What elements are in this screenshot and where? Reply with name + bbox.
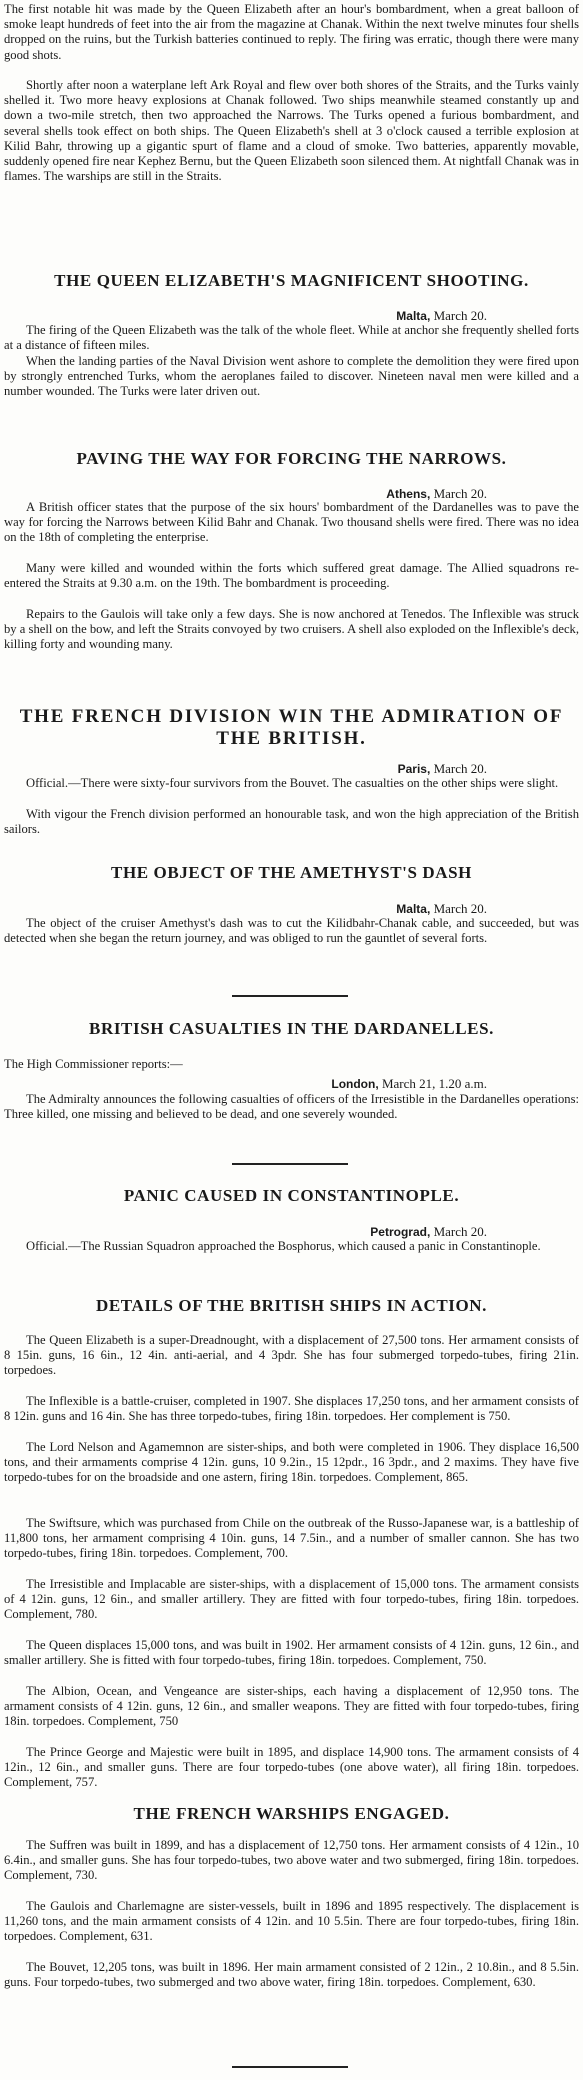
article-paragraph: The Queen Elizabeth is a super-Dreadnought, with a displacement of 27,500 tons. Her armament consists of 8 15in. guns, 16 6in., 12 4in. anti-aerial, and 4 3pdr. She has four submerged torpedo-tubes, firing 21in. torpedoes. (4, 1333, 579, 1378)
dateline-place: London, (331, 1077, 379, 1091)
section-heading: BRITISH CASUALTIES IN THE DARDANELLES. (89, 1019, 494, 1038)
dateline-date: March 20. (430, 308, 487, 323)
article-paragraph: The Bouvet, 12,205 tons, was built in 1896. Her main armament consisted of 2 12in., 2 10.8in., and 8 5.5in. guns. Four torpedo-tubes, two submerged and two above water, firing 18in. torpedoes. Complement, 630. (4, 1960, 579, 1990)
article-paragraph: Many were killed and wounded within the forts which suffered great damage. The Allied squadrons re-entered the Straits at 9.30 a.m. on the 19th. The bombardment is proceeding. (4, 561, 579, 591)
dateline (398, 761, 487, 777)
article-paragraph: The Suffren was built in 1899, and has a displacement of 12,750 tons. Her armament consists of 4 12in., 10 6.4in., and smaller guns. She has four torpedo-tubes, two above water and two submerged, firing 18in. torpedoes. Complement, 730. (4, 1838, 579, 1883)
article-paragraph: The High Commissioner reports:— (4, 1057, 183, 1071)
section-divider (232, 1163, 348, 1165)
article-paragraph: The Inflexible is a battle-cruiser, completed in 1907. She displaces 17,250 tons, and her armament consists of 8 12in. guns and 16 4in. She has three torpedo-tubes, firing 18in. torpedoes. Her complement is 750. (4, 1394, 579, 1424)
article-paragraph: With vigour the French division performed an honourable task, and won the high appreciation of the British sailors. (4, 807, 579, 837)
article-paragraph: The first notable hit was made by the Queen Elizabeth after an hour's bombardment, when a great balloon of smoke leapt hundreds of feet into the air from the magazine at Chanak. Within the next twelve minutes four shells dropped on the ruins, but the Turkish batteries continued to reply. The firing was erratic, though there were many good shots. (4, 2, 579, 62)
article-paragraph: Repairs to the Gaulois will take only a few days. She is now anchored at Tenedos. The Inflexible was struck by a shell on the bow, and left the Straits convoyed by two cruisers. A shell also exploded on the Inflexible's deck, killing forty and wounding many. (4, 607, 579, 652)
article-paragraph: The Admiralty announces the following casualties of officers of the Irresistible in the Dardanelles operations: Three killed, one missing and believed to be dead, and one severely wounded. (4, 1092, 579, 1122)
article-paragraph: The Prince George and Majestic were built in 1895, and displace 14,900 tons. The armament consists of 4 12in., 12 6in., and smaller guns. There are four torpedo-tubes (one above water), all firing 18in. torpedoes. Complement, 757. (4, 1745, 579, 1790)
article-paragraph: The Swiftsure, which was purchased from Chile on the outbreak of the Russo-Japanese war, is a battleship of 11,800 tons, her armament comprising 4 10in. guns, 14 7.5in., and a number of smaller cannon. She has two torpedo-tubes, firing 18in. torpedoes. Complement, 700. (4, 1516, 579, 1561)
article-paragraph: The Lord Nelson and Agamemnon are sister-ships, and both were completed in 1906. They displace 16,500 tons, and their armaments comprise 4 12in. guns, 10 9.2in., 15 12pdr., 16 3pdr., and 2 maxims. They have five torpedo-tubes for on the broadside and one astern, firing 18in. torpedoes. Complement, 865. (4, 1440, 579, 1485)
article-paragraph: When the landing parties of the Naval Division went ashore to complete the demolition they were fired upon by strongly entrenched Turks, whom the aeroplanes failed to discover. Nineteen naval men were killed and a number wounded. The Turks were later driven out. (4, 354, 579, 399)
dateline-place: Malta, (396, 309, 431, 323)
article-paragraph: Official.—There were sixty-four survivors from the Bouvet. The casualties on the other ships were slight. (26, 776, 559, 790)
dateline-date: March 20. (430, 486, 487, 501)
dateline-date: March 20. (430, 761, 487, 776)
section-heading: PAVING THE WAY FOR FORCING THE NARROWS. (76, 449, 507, 468)
section-heading: THE OBJECT OF THE AMETHYST'S DASH (111, 863, 472, 882)
dateline-date: March 21, 1.20 a.m. (378, 1076, 487, 1091)
article-paragraph: The Albion, Ocean, and Vengeance are sister-ships, each having a displacement of 12,950 tons. The armament consists of 4 12in. guns, 12 6in., and smaller weapons. They are fitted with four torpedo-tubes, firing 18in. torpedoes. Complement, 750 (4, 1684, 579, 1729)
section-heading: THE FRENCH WARSHIPS ENGAGED. (133, 1804, 450, 1823)
section-heading: PANIC CAUSED IN CONSTANTINOPLE. (123, 1186, 460, 1205)
dateline (396, 308, 487, 324)
article-paragraph: A British officer states that the purpose of the six hours' bombardment of the Dardanelles was to pave the way for forcing the Narrows between Kilid Bahr and Chanak. Two thousand shells were fired. There was no idea on the 18th of completing the enterprise. (4, 500, 579, 545)
section-heading: DETAILS OF THE BRITISH SHIPS IN ACTION. (95, 1296, 488, 1315)
article-paragraph: Shortly after noon a waterplane left Ark Royal and flew over both shores of the Straits, and the Turks vainly shelled it. Two more heavy explosions at Chanak followed. Two ships meanwhile steamed constantly up and down a two-mile stretch, then two approached the Narrows. The Turks opened a furious bombardment, and several shells took effect on both ships. The Queen Elizabeth's shell at 3 o'clock caused a terrible explosion at Kilid Bahr, throwing up a gigantic spurt of flame and a cloud of smoke. Two batteries, apparently movable, suddenly opened fire near Kephez Bernu, but the Queen Elizabeth soon silenced them. At nightfall Chanak was in flames. The warships are still in the Straits. (4, 78, 579, 184)
article-paragraph: The firing of the Queen Elizabeth was the talk of the whole fleet. While at anchor she frequently shelled forts at a distance of fifteen miles. (4, 323, 579, 353)
dateline-place: Paris, (397, 762, 431, 776)
dateline-place: Athens, (386, 487, 431, 501)
section-divider (232, 2066, 348, 2068)
dateline-place: Petrograd, (370, 1225, 431, 1239)
dateline-place: Malta, (396, 902, 431, 916)
article-paragraph: The object of the cruiser Amethyst's dash was to cut the Kilidbahr-Chanak cable, and succeeded, but was detected when she began the return journey, and was obliged to run the gauntlet of several forts. (4, 916, 579, 946)
section-divider (232, 995, 348, 997)
dateline-date: March 20. (430, 901, 487, 916)
dateline (331, 1076, 487, 1092)
article-paragraph: Official.—The Russian Squadron approached the Bosphorus, which caused a panic in Constantinople. (26, 1239, 541, 1253)
section-heading: THE FRENCH DIVISION WIN THE ADMIRATION OF THE BRITISH. (19, 706, 564, 749)
dateline-date: March 20. (430, 1224, 487, 1239)
section-heading: THE QUEEN ELIZABETH'S MAGNIFICENT SHOOTING. (54, 271, 529, 290)
article-paragraph: The Queen displaces 15,000 tons, and was built in 1902. Her armament consists of 4 12in. guns, 12 6in., and smaller artillery. She is fitted with four torpedo-tubes, firing 18in. torpedoes. Complement, 750. (4, 1638, 579, 1668)
article-paragraph: The Irresistible and Implacable are sister-ships, with a displacement of 15,000 tons. The armament consists of 4 12in. guns, 12 6in., and smaller artillery. They are fitted with four torpedo-tubes, firing 18in. torpedoes. Complement, 780. (4, 1577, 579, 1622)
article-paragraph: The Gaulois and Charlemagne are sister-vessels, built in 1896 and 1895 respectively. The displacement is 11,260 tons, and the main armament consists of 4 12in. and 10 5.5in. There are four torpedo-tubes, firing 18in. torpedoes. Complement, 631. (4, 1899, 579, 1944)
dateline (396, 901, 487, 917)
dateline (370, 1224, 487, 1240)
